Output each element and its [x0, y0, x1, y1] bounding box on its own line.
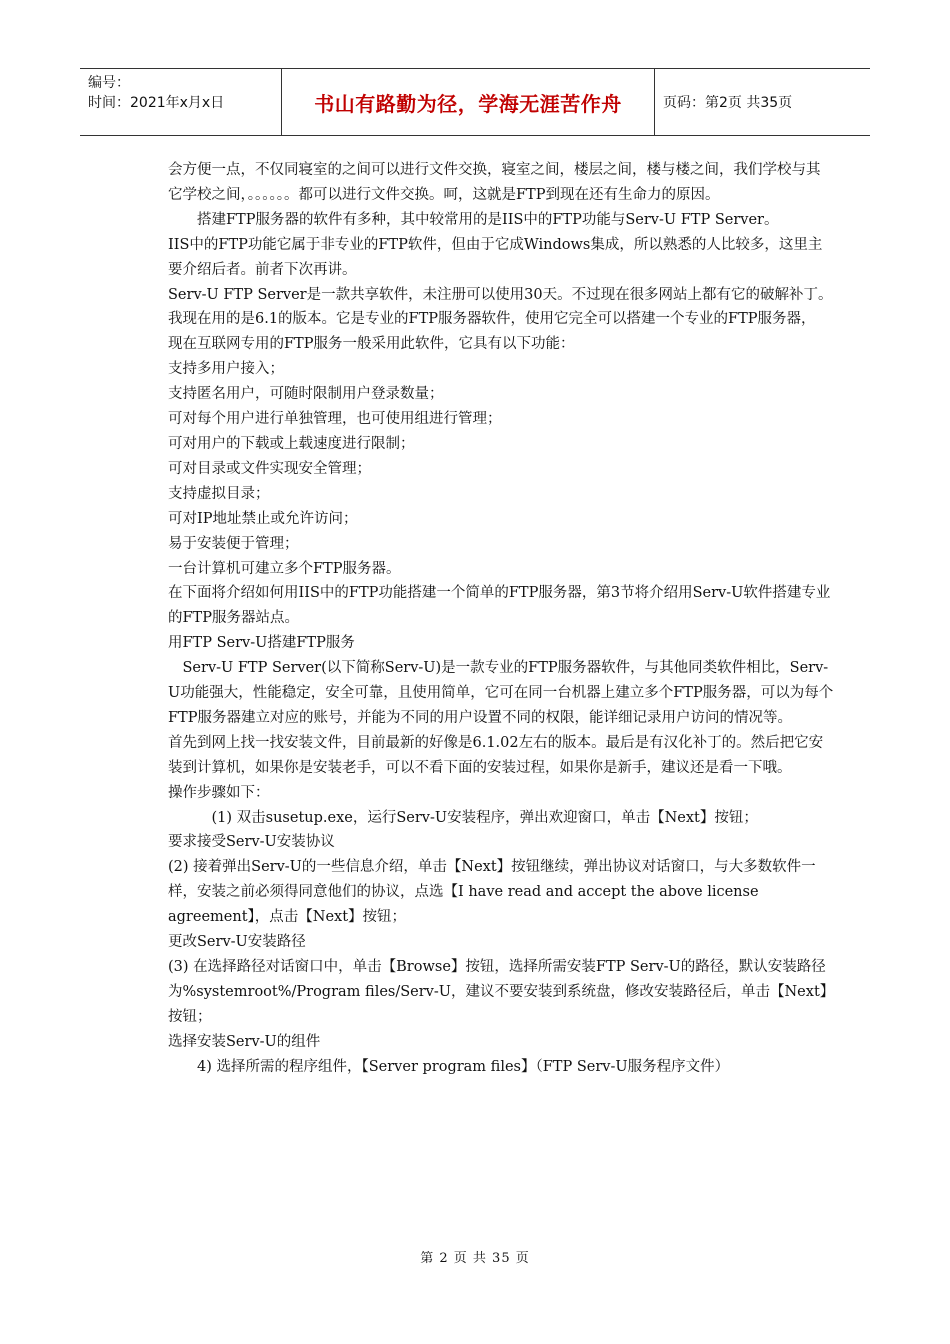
step-paragraph: (3) 在选择路径对话窗口中，单击【Browse】按钮，选择所需安装FTP Serv-U的路径，默认安装路径为%systemroot%/Program files/Serv-U，建议不要安装到系统盘，修改安装路径后，单击【Next】按钮； [168, 959, 828, 1025]
header-motto: 书山有路勤为径，学海无涯苦作舟 [282, 69, 655, 135]
page-footer: 第 2 页 共 35 页 [420, 1251, 530, 1266]
section-heading: 用FTP Serv-U搭建FTP服务 [168, 635, 355, 652]
feature-item: 支持多用户接入； [168, 361, 284, 378]
step-paragraph: 4) 选择所需的程序组件，【Server program files】（FTP Serv-U服务程序文件） [168, 1058, 730, 1075]
feature-item: 一台计算机可建立多个FTP服务器。 [168, 560, 401, 577]
header-info-cell [80, 69, 282, 135]
paragraph: IIS中的FTP功能它属于非专业的FTP软件，但由于它成Windows集成，所以熟悉的人比较多，这里主要介绍后者。前者下次再讲。 [168, 236, 823, 278]
header-page-code: 页码：第2页 共35页 [663, 95, 793, 111]
feature-item: 可对IP地址禁止或允许访问； [168, 510, 358, 527]
paragraph: Serv-U FTP Server是一款共享软件，未注册可以使用30天。不过现在很多网站上都有它的破解补丁。我现在用的是6.1的版本。它是专业的FTP服务器软件，使用它完全可以搭建一个专业的FTP服务器， [168, 286, 833, 328]
document-body [168, 158, 834, 1080]
paragraph: 操作步骤如下： [168, 784, 270, 801]
feature-item: 易于安装便于管理； [168, 535, 299, 552]
document-number-label: 编号： [88, 75, 130, 91]
paragraph: 首先到网上找一找安装文件，目前最新的好像是6.1.02左右的版本。最后是有汉化补丁的。然后把它安装到计算机，如果你是安装老手，可以不看下面的安装过程，如果你是新手，建议还是看一下哦。 [168, 734, 824, 776]
feature-item: 可对每个用户进行单独管理，也可使用组进行管理； [168, 411, 502, 428]
step-heading: 更改Serv-U安装路径 [168, 934, 306, 951]
page-header [80, 68, 870, 136]
document-date-label: 时间：2021年x月x日 [88, 95, 225, 111]
feature-item: 支持匿名用户，可随时限制用户登录数量； [168, 386, 444, 403]
feature-item: 可对用户的下载或上载速度进行限制； [168, 435, 415, 452]
paragraph: 会方便一点，不仅同寝室的之间可以进行文件交换，寝室之间，楼层之间，楼与楼之间，我们学校与其它学校之间，。。。。。。都可以进行文件交换。呵，这就是FTP到现在还有生命力的原因。 [168, 162, 821, 203]
paragraph: 搭建FTP服务器的软件有多种，其中较常用的是IIS中的FTP功能与Serv-U FTP Server。 [168, 211, 779, 228]
step-heading: 要求接受Serv-U安装协议 [168, 834, 335, 851]
step-paragraph: (2) 接着弹出Serv-U的一些信息介绍，单击【Next】按钮继续，弹出协议对话窗口，与大多数软件一样，安装之前必须得同意他们的协议，点选【I have read and accept the above license agreement】，点击【Next】按钮； [168, 859, 816, 926]
feature-item: 可对目录或文件实现安全管理； [168, 460, 371, 477]
feature-item: 支持虚拟目录； [168, 485, 270, 502]
step-heading: 选择安装Serv-U的组件 [168, 1033, 321, 1050]
step-paragraph: (1) 双击susetup.exe，运行Serv-U安装程序，弹出欢迎窗口，单击【Next】按钮； [168, 809, 758, 826]
paragraph: 现在互联网专用的FTP服务一般采用此软件，它具有以下功能： [168, 336, 575, 353]
paragraph: Serv-U FTP Server(以下简称Serv-U)是一款专业的FTP服务器软件，与其他同类软件相比，Serv-U功能强大，性能稳定，安全可靠，且使用简单，它可在同一台机器上建立多个FTP服务器，可以为每个FTP服务器建立对应的账号，并能为不同的用户设置不同的权限，能详细记录用户访问的情况等。 [168, 660, 834, 726]
paragraph: 在下面将介绍如何用IIS中的FTP功能搭建一个简单的FTP服务器，第3节将介绍用Serv-U软件搭建专业的FTP服务器站点。 [168, 585, 831, 627]
